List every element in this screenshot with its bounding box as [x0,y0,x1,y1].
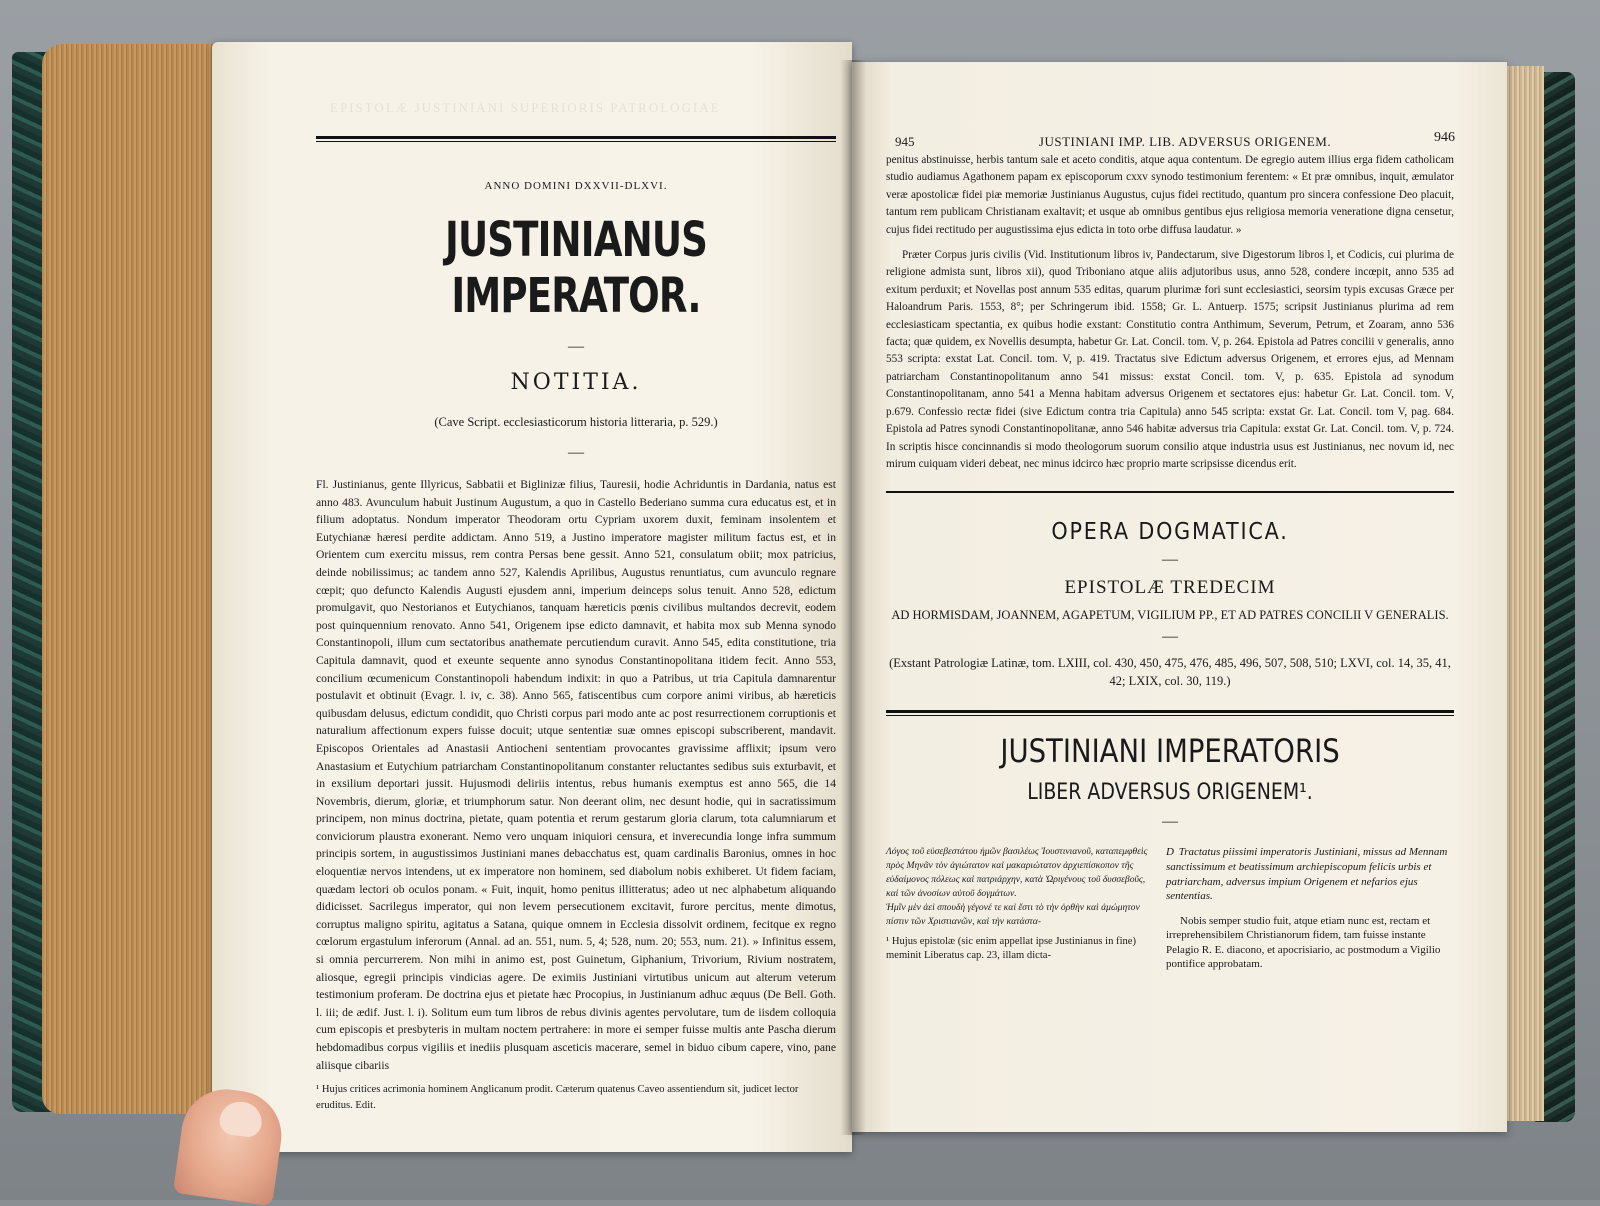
running-header [895,130,1455,154]
header-rule [316,136,836,142]
greek-footnote: ¹ Hujus epistolæ (sic enim appellat ipse Justinianus in fine) meminit Liberatus cap. 23, illam dicta- [886,936,1137,962]
notitia-body: Fl. Justinianus, gente Illyricus, Sabbatii et Biglinizæ filius, Tauresii, hodie Achriduntis in Dardania, natus est anno 483. Avunculum habuit Justinum Augustum, a quo in Castello Bederiano summa cura educatus est, et in filium adoptatus. Nondum imperator Theodoram ortu Cypriam uxorem duxit, feminam insolentem et Eutychianæ hæresi perdite addictam. Anno 519, a Justino imperatore magister militum factus est, et in Orientem cum exercitu missus, rem contra Persas bene gessit. Anno 521, consulatum obiit; mox patricius, deinde nobilissimus; ac tandem anno 527, Kalendis Aprilibus, Augustus renuntiatus, cum avunculo regnare cœpit; quo defuncto Kalendis Augusti ejusdem anni, imperium deinceps solus tenuit. Anno 528, edictum promulgavit, quo Nestorianos et Eutychianos, tanquam hæreticis pœnis civilibus multandos decrevit, eodem post quinquennium renovato. Anno 541, Origenem ipse edicto damnavit, et habita mox sub Menna synodo Constantinopoli, illum cum sectatoribus anathemate percutiendum curavit. Anno 545, edita constitutione, tria Capitula damnavit, quod et exeunte sequente anno synodus Constantinopolitana itidem fecit. Anno 553, concilium œcumenicum Constantinopoli habendum indixit: in quo a Patribus, ut tria Capitula damnarentur postulavit et obtinuit (Evagr. l. iv, c. 38). Anno 565, fatiscentibus cum corpore animi viribus, ab hæreticis quibusdam delusus, edictum condidit, quo Christi corpus pari modo ante ac post resurrectionem corruptionis et naturalium affectionum expers fuisse docuit; utque sententiæ suæ omnes episcopi subscriberent, mandavit. Episcopos Orientales ad Anastasii Antiocheni sententiam provocantes gravissime afflixit; ipsum vero Anastasium et Eutychium patriarcham Constantinopolitanum constanter reluctantes sedibus suis exturbavit, et in exsilium deportari jussit. Hujusmodi deliriis intentus, rebus humanis exemptus est anno 565, die 14 Novembris, dierum, gloriæ, et triumphorum satur. Non deerant olim, nec desunt hodie, qui in sacratissimum principem, non minus doctrina, pietate, quam potentia et rerum gestarum gloria clarum, tota calumniarum et conviciorum plaustra exonerant. Nemo vero unquam iniquiori censura, et inverecundia longe infra summum principis sortem, in augustissimos Justiniani manes debacchatus est, quam cardinalis Baronius, omnes in hoc eloquentiæ nervos intendens, ut ex imperatore non hominem, sed diabolum nobis exhiberet. Ut fidem faciam, quædam lectori ob oculos ponam. « Fuit, inquit, homo penitus illitteratus; adeo ut nec alphabetum aliquando didicisset. Sacrilegus imperator, qui non levem persecutionem excitavit, furore percitus, mente dimotus, corruptus maligno spiritu, agitatus a Satana, quique omnem in Ecclesia dissolvit ordinem, fecitque ex regno cœlorum ergastulum inferorum (Annal. ad an. 551, num. 5, 4; 528, num. 20; 553, num. 21). » Infinitus essem, si omnia percurrerem. Non mihi in animo est, post Guinetum, Giphanium, Trivorium, Rivium nostratem, aliosque, egregii principis vindicias agere. De eximiis Justiniani virtutibus unicum aut alterum veterum testimonium proferam. De doctrina ejus et pietate hæc Procopius, in Justinianum adhuc æquus (De Bell. Goth. l. iii; de ædif. Just. l. i). Solitum eum tum libros de rebus divinis agentes pervolutare, tum de iisdem colloquia cum episcopis et presbyteris in multam noctem pertrahere: in more ei semper fuisse multis ante Pascha dierum hebdomadibus corpus vigiliis et inediis plusquam asceticis macerare, semel in biduo cibum capere, vino, pane aliisque cibariis [316,478,836,1072]
separator-dash-2: — [568,444,584,461]
epistolae-heading: EPISTOLÆ TREDECIM [1064,577,1276,599]
addressees-line: AD HORMISDAM, JOANNEM, AGAPETUM, VIGILIUM PP., ET AD PATRES CONCILII V GENERALIS. [891,608,1449,623]
latin-heading: Tractatus piissimi imperatoris Justiniani, missus ad Mennam sanctissimum et beatissimum archiepiscopum felicis urbis et patriarcham, adversus impium Origenem et nefarios ejus sententias. [1166,846,1448,903]
book-gutter [840,60,866,1135]
page-number-right: 946 [1434,130,1455,145]
latin-body: Nobis semper studio fuit, atque etiam nunc est, rectam et irreprehensibilem Christianorum fidem, tam fuisse instante Pelagio R. E. diacono, et apocrisiario, ac postmodum a Vigilio pontifice approbatam. [1166,914,1441,971]
opera-heading: OPERA DOGMATICA. [1051,519,1289,546]
margin-marker: D [1166,846,1174,859]
footnote: ¹ Hujus critices acrimonia hominem Anglicanum prodit. Cæterum quatenus Caveo assentiendum sit, judicet lector eruditus. Edit. [316,1084,799,1112]
section-heading: NOTITIA. [510,370,642,395]
running-title: JUSTINIANI IMP. LIB. ADVERSUS ORIGENEM. [1038,134,1332,149]
continuation-paragraph: penitus abstinuisse, herbis tantum sale et aceto conditis, atque aqua contentum. De egregio autem illius erga fidem catholicam studio audiamus Agathonem papam ex episcoporum cxxv synodo testimonium ferentem: « Et præ omnibus, inquit, æmulator veræ apostolicæ fidei piæ memoriæ Justinianus Augustus, cujus fidei rectitudo, quantum pro sincera confessione Deo placuit, tantum rem publicam Christianam exaltavit; et usque ab omnibus gentibus ejus religiosa memoria veneratione digna censetur, cujus fidei rectitudo per augustissima ejus edicta in toto orbe diffusa laudatur. » [886,154,1454,236]
page-number-left: 945 [895,134,915,149]
separator-dash-5: — [1162,813,1178,831]
separator-dash-3: — [1162,551,1178,569]
greek-column [886,845,1154,972]
page-edges-left [42,44,222,1114]
section-rule [886,491,1454,493]
latin-column [1166,845,1454,972]
two-column-text [886,845,1454,972]
left-page-content [316,136,836,1114]
separator-dash: — [568,338,584,355]
show-through-text: EPISTOLÆ JUSTINIANI SUPERIORIS PATROLOGIAE [330,100,721,115]
works-paragraph: Præter Corpus juris civilis (Vid. Institutionum libros iv, Pandectarum, sive Digestorum libros l, et Codicis, cui plurima de religione admista sunt, libros xii), quod Triboniano atque aliis adjutoribus usus, anno 528, condere incœpit, anno 535 ad exitum perduxit; et Novellas post annum 535 editas, quarum plurimæ fori sunt ecclesiastici, seorsim typis excusas Græce per Haloandrum Paris. 1553, 8°; per Schringerum ibid. 1558; Gr. L. Antuerp. 1575; scripsit Justinianus plurima ad rem ecclesiasticam spectantia, ex quibus hodie exstant: Constitutio contra Anthimum, Severum, Petrum, et Zoaram, anno 536 facta; quæ quidem, ex Novellis desumpta, habetur Gr. Lat. Concil. tom. V, p. 264. Epistola ad Patres concilii v generalis, anno 553 scripta: exstat Lat. Concil. tom. V, p. 419. Tractatus sive Edictum adversus Origenem, et errores ejus, ad Mennam patriarcham Constantinopolitanum anno 541 missus: exstat Concil. tom. V, p. 635. Epistola ad synodum Constantinopolitanam, anno 541 a Menna habitam adversus Origenem et sectatores ejus: habetur Gr. Lat. Concil. tom. V, p.679. Confessio rectæ fidei (sive Edictum contra tria Capitula) anno 545 scripta: exstat Gr. Lat. Concil. tom V, pag. 684. Epistola ad Patres synodi Constantinopolitanæ, anno 546 habitæ adversus tria Capitula: exstat Gr. Lat. Concil. tom. V, p. 724. In scriptis hisce concinnandis si modo theologorum suorum consilio atque industria usus est Justinianus, nec novum id, nec mirum cuiquam videri debeat, nec minus idcirco hæc proprio marte scripsisse dicendus erit. [886,249,1454,470]
anno-domini-line: ANNO DOMINI DXXVII-DLXVI. [484,180,668,192]
extant-citation: (Exstant Patrologiæ Latinæ, tom. LXIII, col. 430, 450, 475, 476, 485, 496, 507, 508, 510; LXVI, col. 14, 35, 41, 42; LXIX, col. 30, 119.) [889,656,1451,689]
work-title: JUSTINIANI IMPERATORIS [1000,732,1340,771]
right-page-content [886,152,1454,972]
page-title: JUSTINIANUS IMPERATOR. [444,212,708,324]
greek-text: Λόγος τοῦ εὐσεβεστάτου ἡμῶν βασιλέως Ἰουστινιανοῦ, καταπεμφθεὶς πρὸς Μηνᾶν τὸν ἁγιώτατον καὶ μακαριώτατον ἀρχιεπίσκοπον τῆς εὐδαίμονος πόλεως καὶ πατριάρχην, κατὰ Ὠριγένους τοῦ δυσσεβοῦς, καὶ τῶν ἀνοσίων αὐτοῦ δογμάτων. Ἡμῖν μὲν ἀεὶ σπουδὴ γέγονέ τε καὶ ἔστι τὸ τὴν ὀρθὴν καὶ ἀμώμητον πίστιν τῶν Χριστιανῶν, καὶ τὴν κατάστα- [886,846,1148,928]
separator-dash-4: — [1162,628,1178,646]
work-subtitle: LIBER ADVERSUS ORIGENEM¹. [1027,780,1313,806]
source-citation: (Cave Script. ecclesiasticorum historia litteraria, p. 529.) [434,415,718,429]
double-rule [886,710,1454,716]
